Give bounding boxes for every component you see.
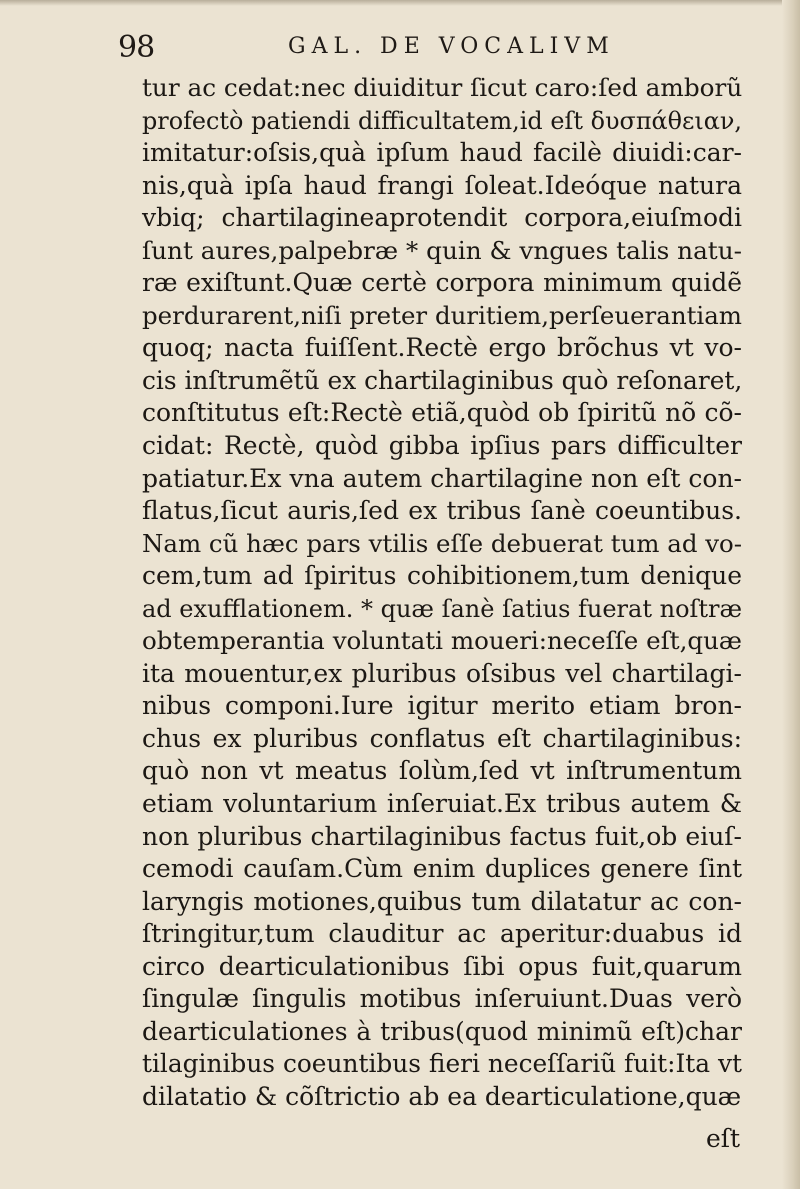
text-line: dilatatio & cõſtrictio ab ea dearticulatione,quæ bbox=[142, 1081, 742, 1111]
text-line: non pluribus chartilaginibus factus fuit,ob eiuſ- bbox=[142, 821, 742, 851]
page-gutter-shadow bbox=[782, 0, 800, 1189]
text-line: ræ exiſtunt.Quæ certè corpora minimum quidẽ bbox=[142, 268, 742, 298]
body-text bbox=[142, 72, 742, 1114]
text-line: nibus componi.Iure igitur merito etiam bron- bbox=[142, 691, 742, 721]
text-line: Nam cũ hæc pars vtilis eſſe debuerat tum ad vo- bbox=[142, 528, 743, 558]
text-line: nis,quà ipſa haud frangi ſoleat.Ideóque natura bbox=[142, 170, 742, 200]
text-line: cem,tum ad ſpiritus cohibitionem,tum denique bbox=[142, 561, 742, 591]
text-line: chus ex pluribus conflatus eſt chartilaginibus: bbox=[142, 723, 742, 753]
text-line: circo dearticulationibus ſibi opus fuit,quarum bbox=[142, 951, 742, 981]
text-line: obtemperantia voluntati moueri:neceſſe eſt,quæ bbox=[142, 626, 742, 656]
text-line: flatus,ſicut auris,ſed ex tribus ſanè coeuntibus. bbox=[142, 496, 742, 526]
text-line: cemodi cauſam.Cùm enim duplices genere ſint bbox=[142, 854, 742, 884]
text-line: quoq; nacta fuiſſent.Rectè ergo brõchus vt vo- bbox=[142, 333, 742, 363]
text-line: cidat: Rectè, quòd gibba ipſius pars difficulter bbox=[142, 431, 742, 461]
text-line: ſtringitur,tum clauditur ac aperitur:duabus id bbox=[142, 919, 742, 949]
text-line: imitatur:oſsis,quà ipſum haud facilè diuidi:car- bbox=[142, 138, 742, 168]
text-line: vbiq; chartilagineaprotendit corpora,eiuſmodi bbox=[142, 203, 742, 233]
text-line: perdurarent,niſi preter duritiem,perſeuerantiam bbox=[142, 300, 742, 330]
text-line: quò non vt meatus ſolùm,ſed vt inſtrumentum bbox=[142, 756, 742, 786]
text-line: ſingulæ ſingulis motibus inſeruiunt.Duas verò bbox=[142, 984, 742, 1014]
text-line: ſunt aures,palpebræ * quin & vngues talis natu- bbox=[142, 235, 742, 265]
text-line: cis inſtrumẽtũ ex chartilaginibus quò reſonaret, bbox=[142, 365, 743, 395]
text-line: etiam voluntarium inſeruiat.Ex tribus autem & bbox=[142, 789, 742, 819]
text-line: dearticulationes à tribus(quod minimũ eſt)char bbox=[142, 1016, 742, 1046]
text-line: patiatur.Ex vna autem chartilagine non eſt con- bbox=[142, 463, 742, 493]
text-line: ita mouentur,ex pluribus oſsibus vel chartilagi- bbox=[142, 658, 742, 688]
text-line: ad exufflationem. * quæ ſanè ſatius fuerat noſtræ bbox=[142, 594, 743, 623]
text-line: conſtitutus eſt:Rectè etiã,quòd ob ſpiritũ nõ cõ- bbox=[142, 398, 742, 428]
page-number: 98 bbox=[118, 30, 155, 65]
page-top-edge bbox=[0, 0, 800, 6]
running-head: GAL. DE VOCALIVM bbox=[288, 34, 615, 59]
catchword: eſt bbox=[706, 1124, 741, 1153]
page-header bbox=[118, 30, 738, 70]
text-line: tilaginibus coeuntibus fieri neceſſariũ fuit:Ita vt bbox=[142, 1049, 742, 1079]
text-line: profectò patiendi difficultatem,id eſt δυσπάθειαν, bbox=[142, 106, 742, 135]
text-line: tur ac cedat:nec diuiditur ſicut caro:ſed amborũ bbox=[142, 73, 743, 102]
text-line: laryngis motiones,quibus tum dilatatur ac con- bbox=[142, 886, 742, 916]
